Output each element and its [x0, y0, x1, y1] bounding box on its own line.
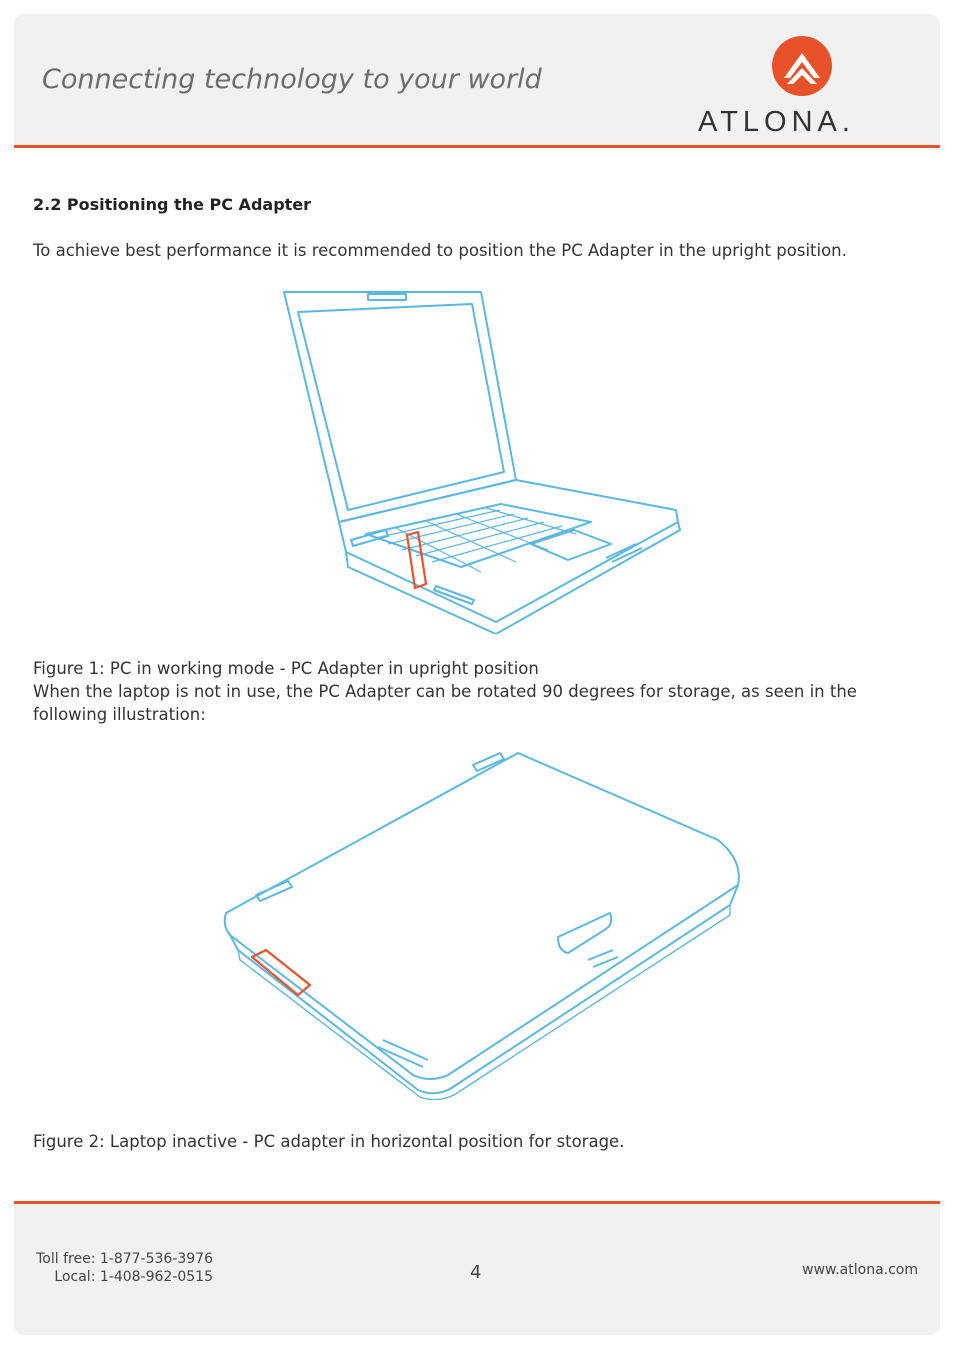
atlona-logo: [690, 36, 920, 136]
section-title: 2.2 Positioning the PC Adapter: [33, 195, 312, 214]
laptop-closed-illustration: [218, 745, 748, 1100]
website-link[interactable]: www.atlona.com: [802, 1262, 918, 1278]
tagline: Connecting technology to your world: [42, 64, 542, 95]
contact-info: [35, 1250, 213, 1286]
toll-free-number: Toll free: 1-877-536-3976: [36, 1251, 213, 1267]
figure1-caption: Figure 1: PC in working mode - PC Adapter in upright position: [33, 659, 539, 678]
storage-paragraph: When the laptop is not in use, the PC Adapter can be rotated 90 degrees for storage, as seen in the following illustration:: [33, 682, 857, 724]
intro-paragraph: To achieve best performance it is recommended to position the PC Adapter in the upright position.: [33, 241, 847, 260]
header-divider: [14, 145, 940, 148]
page-number: 4: [470, 1262, 482, 1283]
local-number: Local: 1-408-962-0515: [54, 1269, 213, 1285]
svg-text:ATLONA.: ATLONA.: [698, 106, 855, 136]
laptop-open-illustration: [276, 282, 686, 634]
figure2-caption: Figure 2: Laptop inactive - PC adapter in horizontal position for storage.: [33, 1132, 625, 1151]
